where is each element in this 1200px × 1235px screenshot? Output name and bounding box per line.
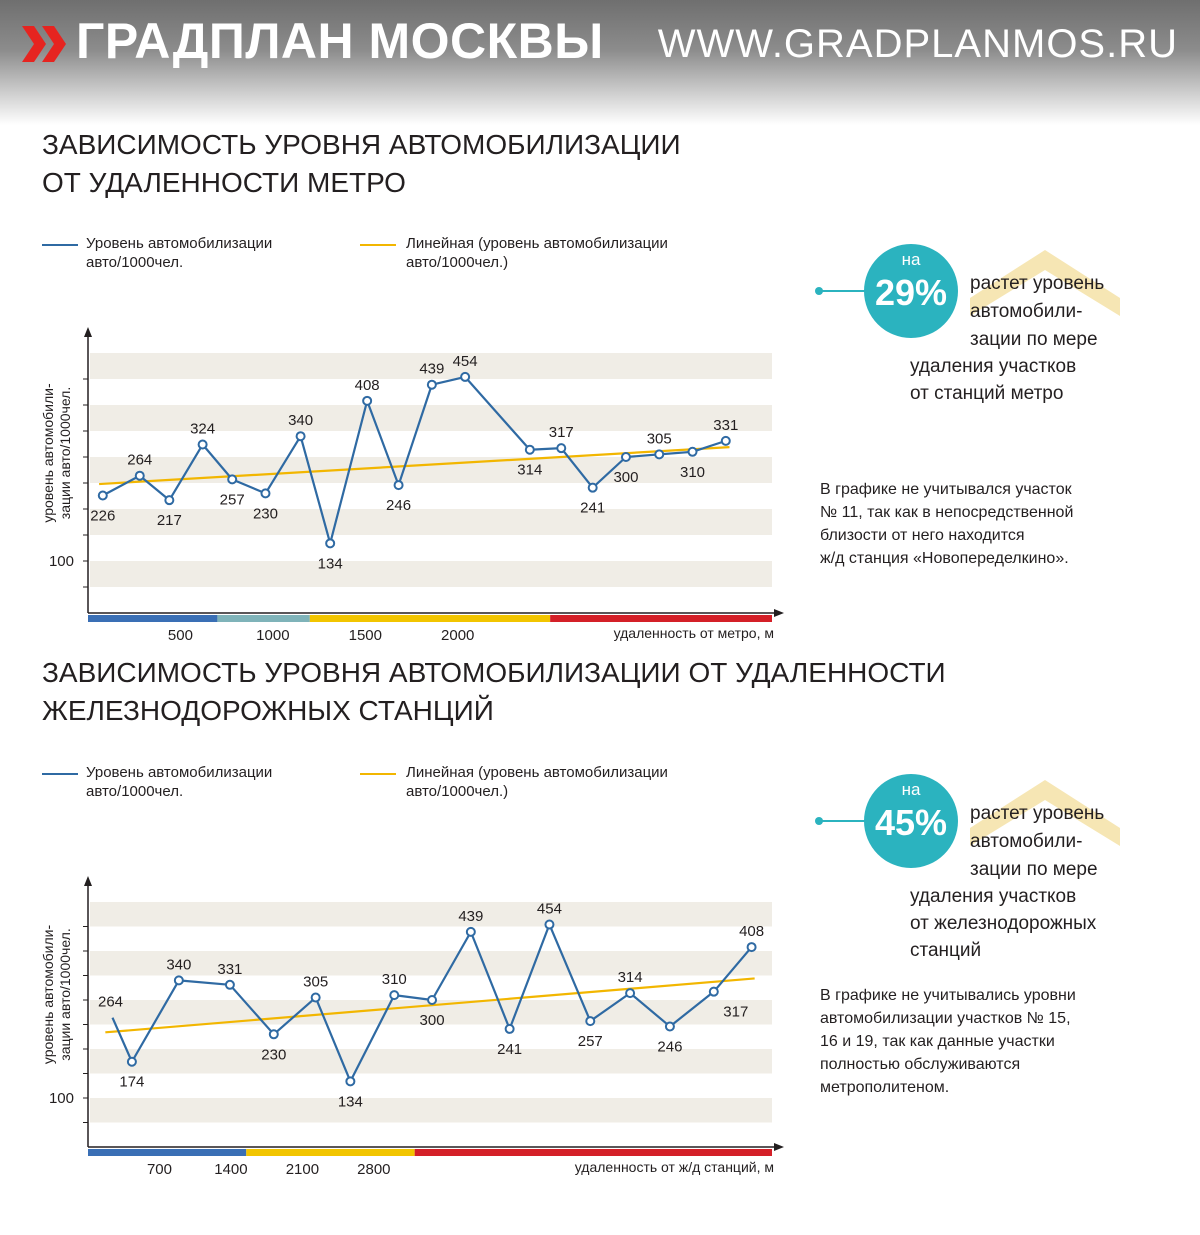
data-point-marker <box>666 1022 674 1030</box>
data-point-marker <box>589 484 597 492</box>
distance-zone-bar <box>415 1149 772 1156</box>
data-label: 340 <box>166 956 192 974</box>
data-label: 174 <box>119 1073 145 1091</box>
x-axis-title: удаленность от ж/д станций, м <box>574 1159 774 1175</box>
chart2-title-line2: ЖЕЛЕЗНОДОРОЖНЫХ СТАНЦИЙ <box>42 695 494 726</box>
data-label: 305 <box>646 430 672 448</box>
data-point-marker <box>165 496 173 504</box>
data-label: 246 <box>657 1038 683 1056</box>
legend-trend-line1: Линейная (уровень автомобилизации <box>406 235 668 252</box>
data-point-marker <box>363 397 371 405</box>
y-axis-title-line2: зации авто/1000чел. <box>57 928 73 1061</box>
data-point-marker <box>428 381 436 389</box>
chart1-legend-series <box>86 234 272 272</box>
data-label: 331 <box>713 416 739 434</box>
data-point-marker <box>526 446 534 454</box>
data-point-marker <box>128 1058 136 1066</box>
data-point-marker <box>428 996 436 1004</box>
side-text-line: станций <box>910 940 982 961</box>
legend-series-swatch <box>42 244 78 246</box>
data-label: 310 <box>381 971 407 989</box>
data-label: 454 <box>536 900 562 918</box>
data-label: 257 <box>577 1033 603 1051</box>
data-label: 408 <box>739 923 765 941</box>
percent-value: 45% <box>874 802 948 843</box>
data-label: 134 <box>337 1093 363 1111</box>
y-axis-arrow-icon <box>84 327 92 337</box>
data-point-marker <box>297 432 305 440</box>
data-point-marker <box>545 921 553 929</box>
distance-zone-bar <box>310 615 550 622</box>
data-label: 134 <box>317 555 343 573</box>
y-axis-title-line2: зации авто/1000чел. <box>57 386 73 520</box>
data-label: 439 <box>458 907 484 925</box>
chart1-title <box>42 126 681 202</box>
data-point-marker <box>655 450 663 458</box>
chart1-legend-trend <box>406 234 668 272</box>
x-tick-label: 500 <box>167 627 193 644</box>
data-label: 230 <box>261 1046 287 1064</box>
data-label: 257 <box>219 491 245 509</box>
data-label: 439 <box>419 360 445 378</box>
double-chevron-logo-icon <box>22 24 70 64</box>
legend-trend-line2: авто/1000чел.) <box>406 254 509 271</box>
data-point-marker <box>136 472 144 480</box>
callout-dot <box>815 287 823 295</box>
side-text-line: растет уровень <box>970 803 1105 824</box>
data-point-marker <box>346 1077 354 1085</box>
data-point-marker <box>326 539 334 547</box>
side-text-line: от станций метро <box>910 383 1064 404</box>
x-tick-label: 1000 <box>256 627 290 644</box>
data-point-marker <box>461 373 469 381</box>
brand-title: ГРАДПЛАН МОСКВЫ <box>76 13 604 69</box>
chart2-side-panel <box>800 770 1200 1130</box>
data-point-marker <box>390 991 398 999</box>
data-point-marker <box>586 1017 594 1025</box>
data-point-marker <box>312 994 320 1002</box>
x-tick-label: 1500 <box>348 627 382 644</box>
note-line: 16 и 19, так как данные участки <box>820 1033 1055 1050</box>
percent-badge <box>864 244 958 338</box>
background-band <box>90 1098 772 1123</box>
data-point-marker <box>99 491 107 499</box>
y-tick-label: 100 <box>48 553 74 570</box>
side-text-line: зации по мере <box>970 329 1098 350</box>
data-label: 305 <box>303 973 329 991</box>
background-band <box>90 951 772 976</box>
data-label: 230 <box>252 505 278 523</box>
data-label: 324 <box>190 420 216 438</box>
data-label: 314 <box>617 969 643 987</box>
data-point-marker <box>395 481 403 489</box>
distance-zone-bar <box>246 1149 414 1156</box>
distance-zone-bar <box>217 615 309 622</box>
data-point-marker <box>467 928 475 936</box>
x-axis-arrow-icon <box>774 1143 784 1151</box>
x-tick-label: 2000 <box>441 627 475 644</box>
data-point-marker <box>626 989 634 997</box>
data-point-marker <box>722 437 730 445</box>
note-line: близости от него находится <box>820 527 1025 544</box>
percent-value: 29% <box>874 272 948 313</box>
data-label: 300 <box>613 469 639 486</box>
chart2-legend-trend <box>406 763 668 801</box>
data-label: 317 <box>548 424 574 442</box>
chart2-line-chart <box>0 815 800 1235</box>
data-label: 317 <box>723 1003 749 1021</box>
distance-zone-bar <box>88 1149 246 1156</box>
background-band <box>90 509 772 535</box>
chart2-note <box>820 984 1076 1099</box>
legend-series-line1: Уровень автомобилизации <box>86 764 273 781</box>
data-point-marker <box>689 448 697 456</box>
data-label: 310 <box>679 463 706 481</box>
legend-trend-swatch <box>360 773 396 775</box>
percent-prefix: на <box>901 780 921 799</box>
data-label: 300 <box>419 1012 445 1029</box>
data-label: 226 <box>90 507 116 525</box>
chart1-title-line1: ЗАВИСИМОСТЬ УРОВНЯ АВТОМОБИЛИЗАЦИИ <box>42 129 681 160</box>
data-point-marker <box>622 453 630 461</box>
note-line: ж/д станция «Новопеределкино». <box>820 550 1069 567</box>
data-point-marker <box>261 489 269 497</box>
legend-trend-line2: авто/1000чел.) <box>406 783 509 800</box>
note-line: В графике не учитывались уровни <box>820 987 1076 1004</box>
chart1-title-line2: ОТ УДАЛЕННОСТИ МЕТРО <box>42 167 406 198</box>
callout-connector <box>818 290 866 292</box>
chart2-legend-series <box>86 763 272 801</box>
data-label: 264 <box>127 451 153 469</box>
data-point-marker <box>228 475 236 483</box>
data-label: 314 <box>517 461 543 479</box>
data-label: 241 <box>580 499 606 517</box>
data-label: 264 <box>97 993 124 1011</box>
data-label: 246 <box>386 497 412 515</box>
y-axis-title-line1: уровень автомобили- <box>40 924 56 1065</box>
y-axis-arrow-icon <box>84 876 92 886</box>
side-text-line: зации по мере <box>970 859 1098 880</box>
side-text-line: автомобили- <box>970 831 1083 852</box>
note-line: В графике не учитывался участок <box>820 481 1072 498</box>
data-point-marker <box>226 981 234 989</box>
data-point-marker <box>710 988 718 996</box>
chart2-title-line1: ЗАВИСИМОСТЬ УРОВНЯ АВТОМОБИЛИЗАЦИИ ОТ УДАЛЕННОСТИ <box>42 657 946 688</box>
legend-series-swatch <box>42 773 78 775</box>
data-point-marker <box>199 441 207 449</box>
header-banner <box>0 0 1200 125</box>
data-point-marker <box>748 943 756 951</box>
x-tick-label: 700 <box>146 1161 172 1178</box>
background-band <box>90 902 772 927</box>
note-line: автомобилизации участков № 15, <box>820 1010 1071 1027</box>
x-tick-label: 2100 <box>285 1161 320 1178</box>
distance-zone-bar <box>550 615 772 622</box>
data-label: 241 <box>497 1040 523 1058</box>
data-label: 340 <box>288 412 314 430</box>
legend-series-line1: Уровень автомобилизации <box>86 235 273 252</box>
side-text-line: удаления участков <box>910 886 1077 907</box>
site-url[interactable]: WWW.GRADPLANMOS.RU <box>657 22 1178 66</box>
data-label: 331 <box>217 960 243 978</box>
data-point-marker <box>270 1030 278 1038</box>
callout-dot <box>815 817 823 825</box>
side-text-line: растет уровень <box>970 273 1105 294</box>
data-label: 217 <box>156 512 182 530</box>
callout-connector <box>818 820 866 822</box>
legend-series-line2: авто/1000чел. <box>86 783 184 800</box>
data-label: 408 <box>354 376 380 394</box>
x-tick-label: 1400 <box>214 1161 248 1178</box>
x-tick-label: 2800 <box>357 1161 391 1178</box>
chart2-title <box>42 654 946 730</box>
distance-zone-bar <box>88 615 217 622</box>
side-text-line: автомобили- <box>970 301 1083 322</box>
data-point-marker <box>175 976 183 984</box>
legend-trend-line1: Линейная (уровень автомобилизации <box>406 764 668 781</box>
side-text-line: удаления участков <box>910 356 1077 377</box>
side-text-line: от железнодорожных <box>910 913 1097 934</box>
legend-series-line2: авто/1000чел. <box>86 254 184 271</box>
x-axis-arrow-icon <box>774 609 784 617</box>
legend-trend-swatch <box>360 244 396 246</box>
y-axis-title-line1: уровень автомобили- <box>40 383 56 523</box>
data-point-marker <box>506 1025 514 1033</box>
chart1-side-panel <box>800 240 1200 600</box>
data-point-marker <box>557 444 565 452</box>
x-axis-title: удаленность от метро, м <box>613 625 774 641</box>
data-label: 454 <box>452 352 478 370</box>
percent-prefix: на <box>901 250 921 269</box>
note-line: полностью обслуживаются <box>820 1056 1021 1073</box>
note-line: метрополитеном. <box>820 1079 950 1096</box>
percent-badge <box>864 774 958 868</box>
note-line: № 11, так как в непосредственной <box>820 504 1074 521</box>
background-band <box>90 561 772 587</box>
chart1-note <box>820 478 1073 570</box>
y-tick-label: 100 <box>48 1090 74 1107</box>
chart1-line-chart <box>0 285 800 705</box>
